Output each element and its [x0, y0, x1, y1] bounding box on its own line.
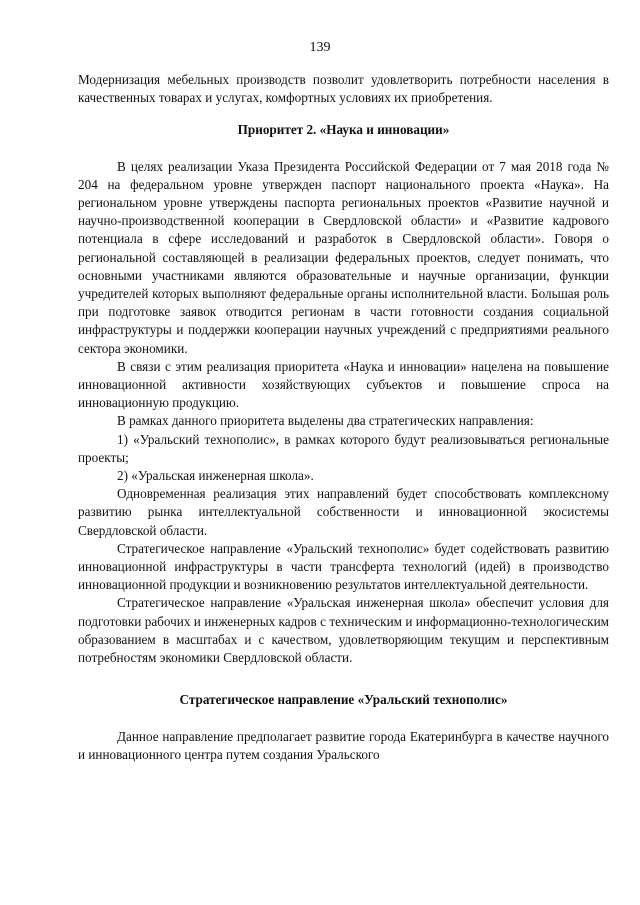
list-item-ural-engineering-school: 2) «Уральская инженерная школа».	[117, 468, 314, 484]
list-item-ural-technopolis: 1) «Уральский технополис», в рамках которого будут реализовываться региональные проекты;	[78, 431, 609, 465]
paragraph-decree-implementation: В целях реализации Указа Президента Российской Федерации от 7 мая 2018 года № 204 на федеральном уровне утвержден паспорт национального проекта «Наука». На региональном уровне утверждены паспорта региональных проектов «Развитие научной и научно-производственной кооперации в Свердловской области» и «Развитие кадрового потенциала в сфере исследований и разработок в Свердловской области». Говоря о региональной составляющей в реализации федеральных проектов, следует понимать, что основными участниками являются образовательные и научные организации, функции учредителей которых выполняют федеральные органы исполнительной власти. Большая роль при подготовке заявок отводится регионам в части готовности создания социальной инфраструктуры и поддержки кооперации научных учреждений с предприятиями реального сектора экономики.	[78, 158, 609, 356]
section-heading-ural-technopolis: Стратегическое направление «Уральский технополис»	[179, 692, 508, 708]
page-number: 139	[309, 40, 331, 55]
paragraph-engineering-school-direction: Стратегическое направление «Уральская инженерная школа» обеспечит условия для подготовки рабочих и инженерных кадров с техническим и информационно-технологическим образованием в масштабах и с качеством, удовлетворяющим текущим и перспективным потребностям экономики Свердловской области.	[78, 595, 609, 666]
paragraph-furniture-modernization: Модернизация мебельных производств позволит удовлетворить потребности населения в качественных товарах и услугах, комфортных условиях их приобретения.	[78, 72, 609, 106]
paragraph-strategic-directions-intro: В рамках данного приоритета выделены два стратегических направления:	[117, 413, 534, 429]
paragraph-simultaneous-implementation: Одновременная реализация этих направлений будет способствовать комплексному развитию рынка интеллектуальной собственности и инновационной экосистемы Свердловской области.	[78, 486, 609, 538]
section-heading-priority-2: Приоритет 2. «Наука и инновации»	[237, 122, 450, 138]
paragraph-technopolis-direction: Стратегическое направление «Уральский технополис» будет содействовать развитию инновационной инфраструктуры в части трансферта технологий (идей) в производство инновационной продукции и возникновению результатов интеллектуальной деятельности.	[78, 540, 609, 593]
document-body	[78, 71, 609, 764]
paragraph-yekaterinburg-development: Данное направление предполагает развитие города Екатеринбурга в качестве научного и инновационного центра путем создания Уральского	[78, 728, 609, 762]
paragraph-priority-goal: В связи с этим реализация приоритета «Наука и инновации» нацелена на повышение инновационной активности хозяйствующих субъектов и повышение спроса на инновационную продукцию.	[78, 358, 609, 411]
